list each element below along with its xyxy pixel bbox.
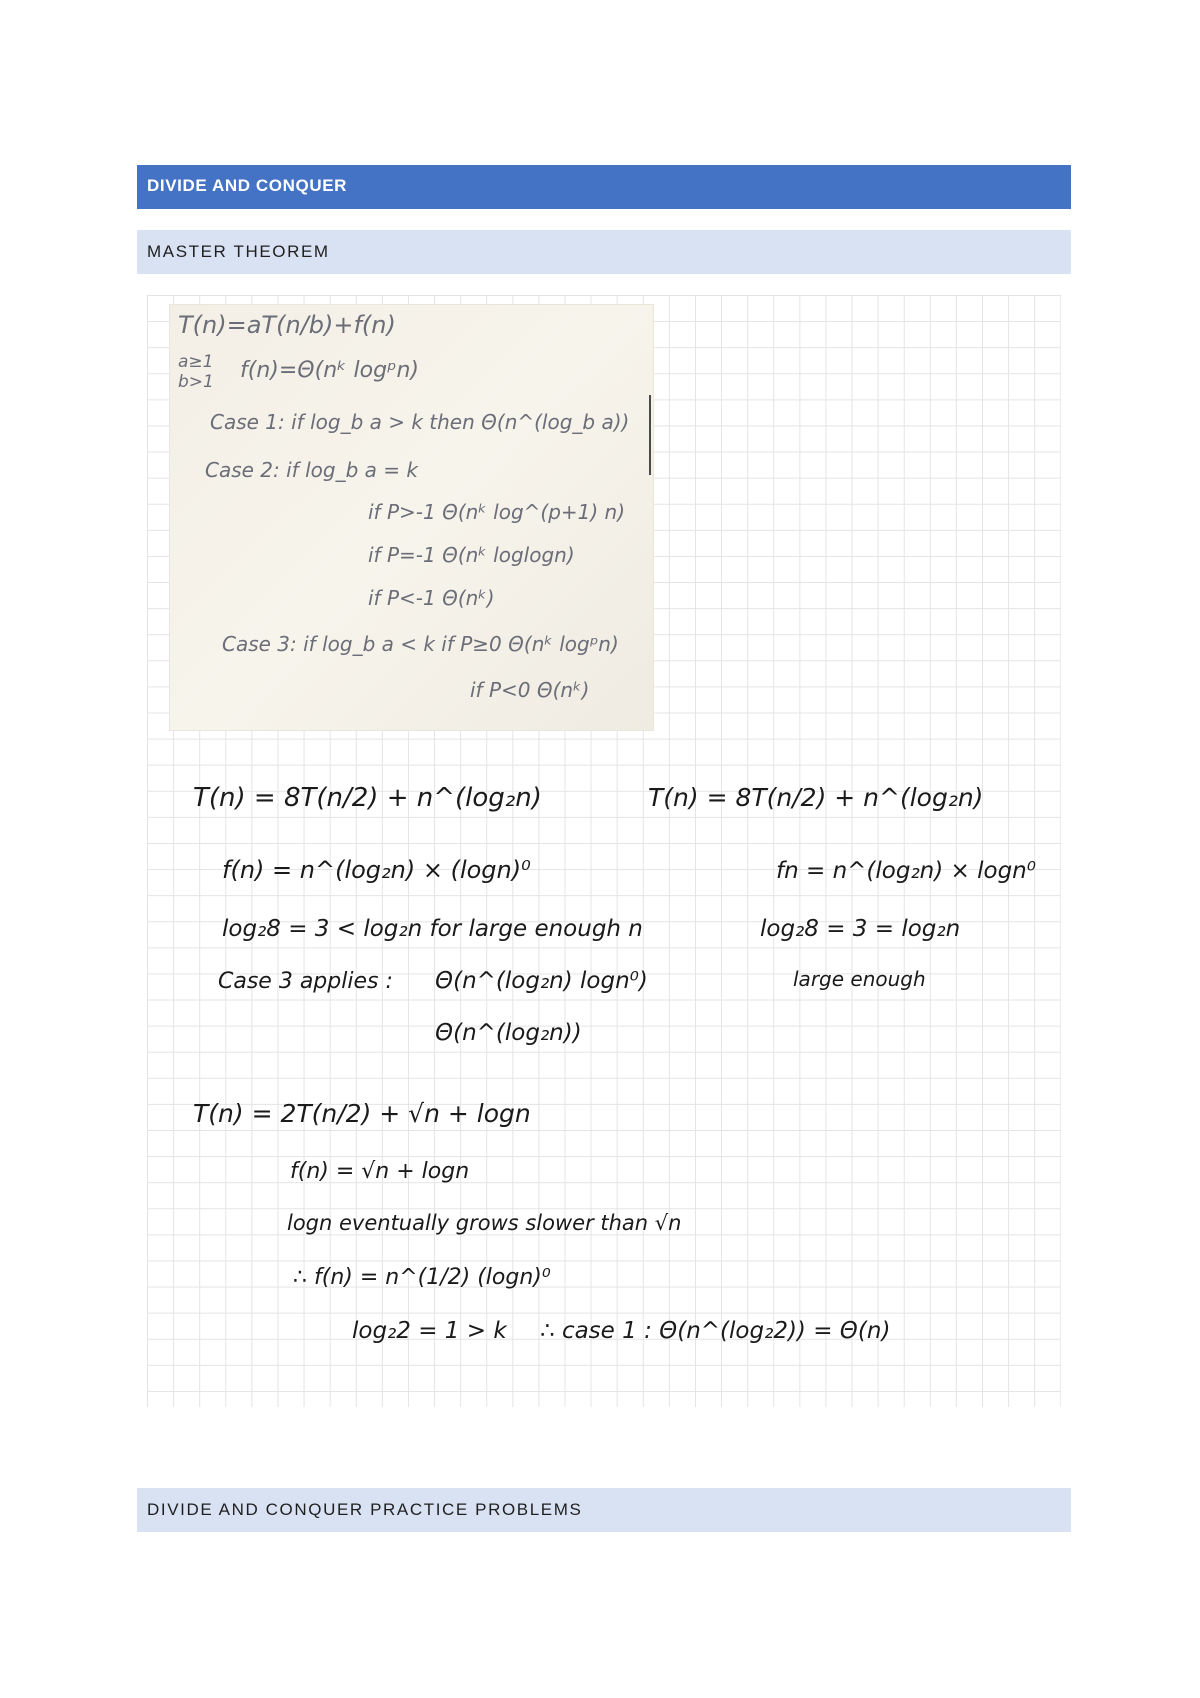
ex2-conclusion: ∴ case 1 : Θ(n^(log₂2)) = Θ(n) [540,1318,891,1344]
ex2-note: logn eventually grows slower than √n [287,1211,682,1235]
ex2-recurrence: T(n) = 2T(n/2) + √n + logn [193,1099,531,1128]
section-title-master-theorem: MASTER THEOREM [147,242,330,261]
ex2-compare: log₂2 = 1 > k [352,1318,507,1344]
photo-recurrence: T(n)=aT(n/b)+f(n) [178,311,396,339]
photo-case3: Case 3: if log_b a < k if P≥0 Θ(nᵏ logᵖn) [222,632,619,656]
ex1-left-result1: Θ(n^(log₂n) logn⁰) [435,968,648,994]
ex1-right-f: fn = n^(log₂n) × logn⁰ [776,858,1036,884]
ex1-left-result2: Θ(n^(log₂n)) [435,1020,582,1046]
ex1-left-f: f(n) = n^(log₂n) × (logn)⁰ [222,856,531,884]
ex2-f2: ∴ f(n) = n^(1/2) (logn)⁰ [293,1265,551,1290]
ex2-f: f(n) = √n + logn [290,1159,470,1184]
photo-cond-a: a≥1 [178,352,214,372]
photo-case2: Case 2: if log_b a = k [205,458,418,482]
photo-f-form: f(n)=Θ(nᵏ logᵖn) [240,358,419,383]
section-bar-practice-problems [137,1488,1071,1532]
section-title-practice-problems: DIVIDE AND CONQUER PRACTICE PROBLEMS [147,1500,583,1519]
ex1-right-recurrence: T(n) = 8T(n/2) + n^(log₂n) [648,783,984,812]
photo-cond-b: b>1 [178,372,214,392]
photo-case3b: if P<0 Θ(nᵏ) [470,678,590,702]
ex1-left-case-label: Case 3 applies : [218,969,393,994]
photo-case2a: if P>-1 Θ(nᵏ log^(p+1) n) [368,500,626,524]
photo-case2c: if P<-1 Θ(nᵏ) [368,586,495,610]
photo-case2b: if P=-1 Θ(nᵏ loglogn) [368,543,575,567]
ex1-left-compare: log₂8 = 3 < log₂n for large enough n [222,916,643,942]
header-title: DIVIDE AND CONQUER [147,176,348,195]
ex1-right-note: large enough [793,967,926,991]
ex1-left-recurrence: T(n) = 8T(n/2) + n^(log₂n) [193,783,542,813]
ex1-right-compare: log₂8 = 3 = log₂n [760,916,961,942]
photo-case1: Case 1: if log_b a > k then Θ(n^(log_b a)) [210,410,630,434]
